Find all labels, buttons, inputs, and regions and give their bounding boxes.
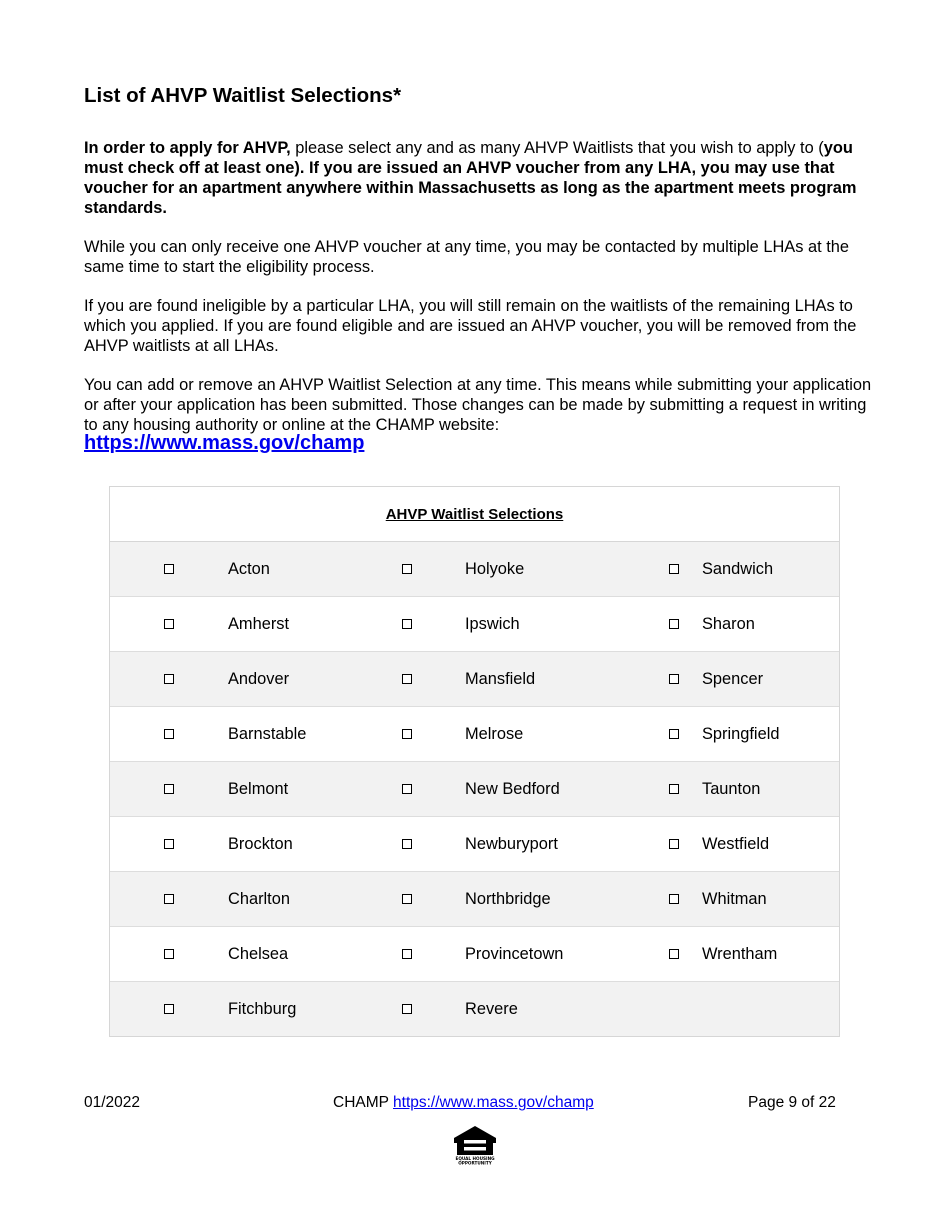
waitlist-checkbox[interactable]	[402, 597, 412, 651]
waitlist-checkbox[interactable]	[669, 927, 679, 981]
waitlist-checkbox[interactable]	[402, 817, 412, 871]
table-row	[110, 982, 839, 1036]
waitlist-town-label: Melrose	[465, 724, 524, 743]
checkbox-square-icon	[402, 894, 412, 904]
checkbox-square-icon	[669, 674, 679, 684]
checkbox-square-icon	[402, 839, 412, 849]
checkbox-square-icon	[402, 729, 412, 739]
footer-center	[333, 1094, 594, 1112]
waitlist-checkbox[interactable]	[164, 652, 174, 706]
waitlist-town-label: Brockton	[228, 834, 293, 853]
footer-date: 01/2022	[84, 1094, 141, 1111]
waitlist-town-label: Westfield	[702, 834, 770, 853]
waitlist-table	[109, 486, 840, 1037]
champ-website-link[interactable]: https://www.mass.gov/champ	[84, 432, 365, 454]
footer-champ-link[interactable]: https://www.mass.gov/champ	[393, 1094, 594, 1111]
waitlist-town-label: Fitchburg	[228, 999, 297, 1018]
waitlist-checkbox[interactable]	[669, 872, 679, 926]
waitlist-town-label: Provincetown	[465, 944, 564, 963]
table-row	[110, 652, 839, 707]
waitlist-checkbox[interactable]	[669, 597, 679, 651]
checkbox-square-icon	[164, 894, 174, 904]
waitlist-checkbox[interactable]	[669, 707, 679, 761]
waitlist-checkbox[interactable]	[402, 542, 412, 596]
checkbox-square-icon	[402, 564, 412, 574]
equal-housing-logo	[450, 1124, 500, 1166]
intro-lead: In order to apply for AHVP,	[84, 139, 291, 157]
waitlist-town-label: New Bedford	[465, 779, 560, 798]
waitlist-town-label: Taunton	[702, 779, 761, 798]
table-row	[110, 542, 839, 597]
checkbox-square-icon	[402, 619, 412, 629]
waitlist-checkbox[interactable]	[402, 707, 412, 761]
footer-page-number: Page 9 of 22	[748, 1094, 836, 1111]
checkbox-square-icon	[164, 619, 174, 629]
waitlist-checkbox[interactable]	[164, 597, 174, 651]
waitlist-town-label: Whitman	[702, 889, 767, 908]
waitlist-checkbox[interactable]	[402, 652, 412, 706]
waitlist-town-label: Amherst	[228, 614, 290, 633]
waitlist-checkbox[interactable]	[669, 817, 679, 871]
waitlist-checkbox[interactable]	[402, 872, 412, 926]
checkbox-square-icon	[402, 784, 412, 794]
waitlist-town-label: Newburyport	[465, 834, 558, 853]
waitlist-town-label: Sharon	[702, 614, 755, 633]
logo-line1: EQUAL HOUSING	[455, 1156, 495, 1161]
checkbox-square-icon	[164, 1004, 174, 1014]
waitlist-town-label: Holyoke	[465, 559, 525, 578]
waitlist-checkbox[interactable]	[164, 872, 174, 926]
waitlist-town-label: Spencer	[702, 669, 764, 688]
waitlist-town-label: Northbridge	[465, 889, 551, 908]
checkbox-square-icon	[669, 619, 679, 629]
waitlist-checkbox[interactable]	[402, 762, 412, 816]
waitlist-town-label: Ipswich	[465, 614, 520, 633]
waitlist-town-label: Mansfield	[465, 669, 536, 688]
waitlist-checkbox[interactable]	[164, 982, 174, 1036]
checkbox-square-icon	[402, 1004, 412, 1014]
checkbox-square-icon	[402, 949, 412, 959]
waitlist-town-label: Revere	[465, 999, 518, 1018]
waitlist-town-label: Springfield	[702, 724, 780, 743]
intro-normal: please select any and as many AHVP Waitlists that you wish to apply to (	[290, 139, 824, 157]
waitlist-table-header: AHVP Waitlist Selections	[110, 487, 839, 542]
waitlist-checkbox[interactable]	[669, 762, 679, 816]
waitlist-checkbox[interactable]	[164, 817, 174, 871]
waitlist-town-label: Andover	[228, 669, 290, 688]
checkbox-square-icon	[669, 839, 679, 849]
waitlist-checkbox[interactable]	[164, 707, 174, 761]
checkbox-square-icon	[164, 564, 174, 574]
checkbox-square-icon	[669, 564, 679, 574]
logo-line2: OPPORTUNITY	[458, 1160, 492, 1166]
waitlist-checkbox[interactable]	[402, 927, 412, 981]
table-row	[110, 817, 839, 872]
table-row	[110, 872, 839, 927]
waitlist-town-label: Belmont	[228, 779, 289, 798]
intro-paragraph	[84, 138, 884, 218]
waitlist-checkbox[interactable]	[402, 982, 412, 1036]
intro-bold-rest: you must check off at least one). If you are issued an AHVP voucher from any LHA, you may use that voucher for an apartment anywhere within Massachusetts as long as the apartment meets program standards.	[84, 139, 857, 217]
eligibility-paragraph: If you are found ineligible by a particular LHA, you will still remain on the waitlists of the remaining LHAs to which you applied. If you are found eligible and are issued an AHVP voucher, you will be removed from the AHVP waitlists at all LHAs.	[84, 297, 857, 355]
table-row	[110, 707, 839, 762]
waitlist-checkbox[interactable]	[669, 542, 679, 596]
checkbox-square-icon	[402, 674, 412, 684]
changes-paragraph: You can add or remove an AHVP Waitlist Selection at any time. This means while submitting your application or after your application has been submitted. Those changes can be made by submitting a request in writing to any housing authority or online at the CHAMP website:	[84, 376, 872, 434]
waitlist-checkbox[interactable]	[164, 542, 174, 596]
checkbox-square-icon	[164, 729, 174, 739]
footer-champ-label: CHAMP	[333, 1094, 394, 1111]
waitlist-checkbox[interactable]	[164, 927, 174, 981]
waitlist-town-label: Chelsea	[228, 944, 289, 963]
waitlist-rows	[110, 542, 839, 1036]
waitlist-town-label: Acton	[228, 559, 270, 578]
waitlist-town-label: Barnstable	[228, 724, 307, 743]
table-row	[110, 762, 839, 817]
waitlist-town-label: Sandwich	[702, 559, 774, 578]
checkbox-square-icon	[669, 784, 679, 794]
checkbox-square-icon	[669, 894, 679, 904]
checkbox-square-icon	[669, 729, 679, 739]
waitlist-checkbox[interactable]	[669, 652, 679, 706]
page-title: List of AHVP Waitlist Selections*	[84, 84, 402, 107]
checkbox-square-icon	[164, 949, 174, 959]
voucher-paragraph: While you can only receive one AHVP voucher at any time, you may be contacted by multiple LHAs at the same time to start the eligibility process.	[84, 238, 849, 276]
waitlist-town-label: Charlton	[228, 889, 290, 908]
table-row	[110, 927, 839, 982]
waitlist-checkbox[interactable]	[164, 762, 174, 816]
checkbox-square-icon	[164, 839, 174, 849]
checkbox-square-icon	[669, 949, 679, 959]
waitlist-town-label: Wrentham	[702, 944, 778, 963]
checkbox-square-icon	[164, 674, 174, 684]
checkbox-square-icon	[164, 784, 174, 794]
table-row	[110, 597, 839, 652]
